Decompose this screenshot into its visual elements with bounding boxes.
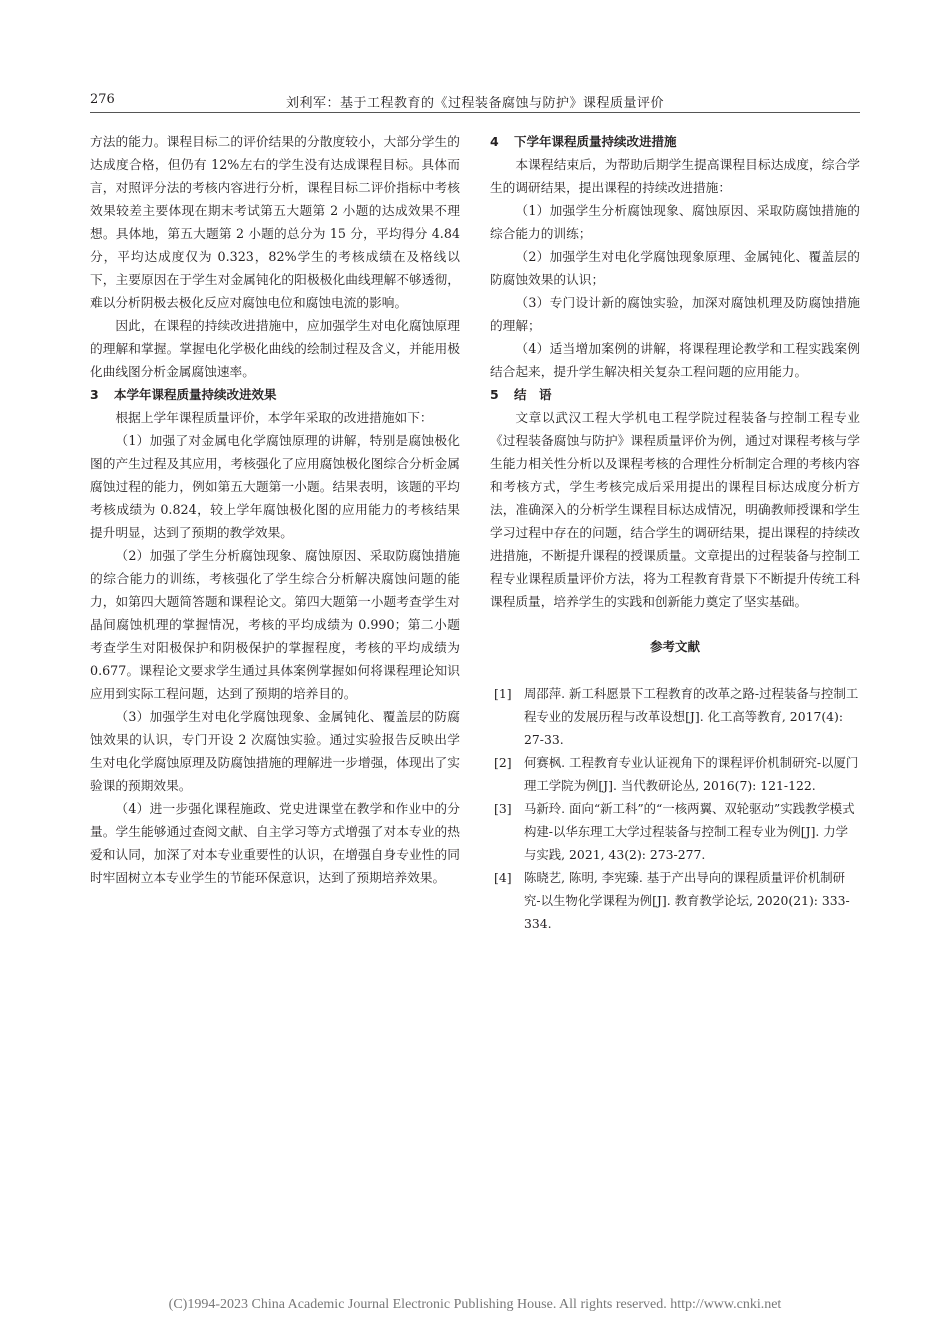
section-title: 下学年课程质量持续改进措施 bbox=[514, 134, 677, 149]
reference-text: 马新玲. 面向“新工科”的“一核两翼、双轮驱动”实践教学模式构建-以华东理工大学过程装备与控制工程专业为例[J]. 力学与实践, 2021, 43(2): 273-277. bbox=[524, 801, 855, 862]
right-column bbox=[490, 130, 860, 935]
list-item: （3）加强学生对电化学腐蚀现象、金属钝化、覆盖层的防腐蚀效果的认识，专门开设 2 次腐蚀实验。通过实验报告反映出学生对电化学腐蚀原理及防腐蚀措施的理解进一步增强，体现出了实验课的预期效果。 bbox=[90, 709, 460, 793]
section-number: 4 bbox=[490, 134, 499, 149]
section-title: 结 语 bbox=[514, 387, 552, 402]
list-item: （2）加强学生对电化学腐蚀现象原理、金属钝化、覆盖层的防腐蚀效果的认识； bbox=[490, 249, 860, 287]
list-item: （3）专门设计新的腐蚀实验，加深对腐蚀机理及防腐蚀措施的理解； bbox=[490, 295, 860, 333]
reference-number: [3] bbox=[494, 801, 512, 816]
paragraph: 本课程结束后，为帮助后期学生提高课程目标达成度，综合学生的调研结果，提出课程的持续改进措施： bbox=[490, 157, 860, 195]
list-item: （4）进一步强化课程施政、党史进课堂在教学和作业中的分量。学生能够通过查阅文献、自主学习等方式增强了对本专业的热爱和认同，加深了对本专业重要性的认识，在增强自身专业性的同时牢固树立本专业学生的节能环保意识，达到了预期培养效果。 bbox=[90, 801, 460, 885]
reference-item bbox=[490, 797, 860, 866]
section-heading bbox=[490, 130, 860, 153]
list-item: （1）加强学生分析腐蚀现象、腐蚀原因、采取防腐蚀措施的综合能力的训练； bbox=[490, 203, 860, 241]
section-title: 本学年课程质量持续改进效果 bbox=[114, 387, 277, 402]
paragraph: 方法的能力。课程目标二的评价结果的分散度较小，大部分学生的达成度合格，但仍有 12%左右的学生没有达成课程目标。具体而言，对照评分法的考核内容进行分析，课程目标二评价指标中考核效果较差主要体现在期末考试第五大题第 2 小题的达成效果不理想。具体地，第五大题第 2 小题的总分为 15 分，平均得分 4.84 分，平均达成度仅为 0.323，82%学生的考核成绩在及格线以下，主要原因在于学生对金属钝化的阳极极化曲线理解不够透彻，难以分析阴极去极化反应对腐蚀电位和腐蚀电流的影响。 bbox=[90, 134, 460, 310]
left-column bbox=[90, 130, 460, 889]
list-item: （4）适当增加案例的讲解，将课程理论教学和工程实践案例结合起来，提升学生解决相关复杂工程问题的应用能力。 bbox=[490, 341, 860, 379]
reference-item bbox=[490, 682, 860, 751]
reference-number: [4] bbox=[494, 870, 512, 885]
section-heading bbox=[90, 383, 460, 406]
paragraph: 文章以武汉工程大学机电工程学院过程装备与控制工程专业《过程装备腐蚀与防护》课程质量评价为例，通过对课程考核与学生能力相关性分析以及课程考核的合理性分析制定合理的考核内容和考核方式，学生考核完成后采用提出的课程目标达成度分析方法，准确深入的分析学生课程目标达成情况，明确教师授课和学生学习过程中存在的问题，结合学生的调研结果，提出课程的持续改进措施，不断提升课程的授课质量。文章提出的过程装备与控制工程专业课程质量评价方法，将为工程教育背景下不断提升传统工科课程质量，培养学生的实践和创新能力奠定了坚实基础。 bbox=[490, 410, 860, 609]
reference-item bbox=[490, 866, 860, 935]
paragraph: 因此，在课程的持续改进措施中，应加强学生对电化腐蚀原理的理解和掌握。掌握电化学极化曲线的绘制过程及含义，并能用极化曲线图分析金属腐蚀速率。 bbox=[90, 318, 460, 379]
list-item: （1）加强了对金属电化学腐蚀原理的讲解，特别是腐蚀极化图的产生过程及其应用，考核强化了应用腐蚀极化图综合分析金属腐蚀过程的能力，例如第五大题第一小题。结果表明，该题的平均考核成绩为 0.824，较上学年腐蚀极化图的应用能力的考核结果提升明显，达到了预期的教学效果。 bbox=[90, 433, 460, 540]
running-title: 刘利军：基于工程教育的《过程装备腐蚀与防护》课程质量评价 bbox=[285, 96, 664, 111]
paragraph: 根据上学年课程质量评价，本学年采取的改进措施如下： bbox=[115, 410, 433, 425]
reference-item bbox=[490, 751, 860, 797]
page-number: 276 bbox=[90, 92, 115, 107]
section-heading bbox=[490, 383, 860, 406]
reference-text: 周邵萍. 新工科愿景下工程教育的改革之路-过程装备与控制工程专业的发展历程与改革设想[J]. 化工高等教育, 2017(4): 27-33. bbox=[524, 686, 859, 747]
copyright-footer: (C)1994-2023 China Academic Journal Electronic Publishing House. All rights reserved. http://www.cnki.net bbox=[168, 1297, 782, 1312]
section-number: 5 bbox=[490, 387, 499, 402]
reference-text: 陈晓艺, 陈明, 李宪臻. 基于产出导向的课程质量评价机制研究-以生物化学课程为例[J]. 教育教学论坛, 2020(21): 333-334. bbox=[524, 870, 850, 931]
reference-number: [2] bbox=[494, 755, 512, 770]
list-item: （2）加强了学生分析腐蚀现象、腐蚀原因、采取防腐蚀措施的综合能力的训练，考核强化了学生综合分析解决腐蚀问题的能力，如第四大题简答题和课程论文。第四大题第一小题考查学生对晶间腐蚀机理的掌握情况，考核的平均成绩为 0.990；第二小题考查学生对阳极保护和阴极保护的掌握程度，考核的平均成绩为 0.677。课程论文要求学生通过具体案例掌握如何将课程理论知识应用到实际工程问题，达到了预期的培养目的。 bbox=[90, 548, 460, 701]
reference-number: [1] bbox=[494, 686, 512, 701]
reference-text: 何赛枫. 工程教育专业认证视角下的课程评价机制研究-以厦门理工学院为例[J]. 当代教研论丛, 2016(7): 121-122. bbox=[524, 755, 859, 793]
references-title: 参考文献 bbox=[649, 639, 700, 654]
page-header bbox=[90, 88, 860, 113]
section-number: 3 bbox=[90, 387, 99, 402]
